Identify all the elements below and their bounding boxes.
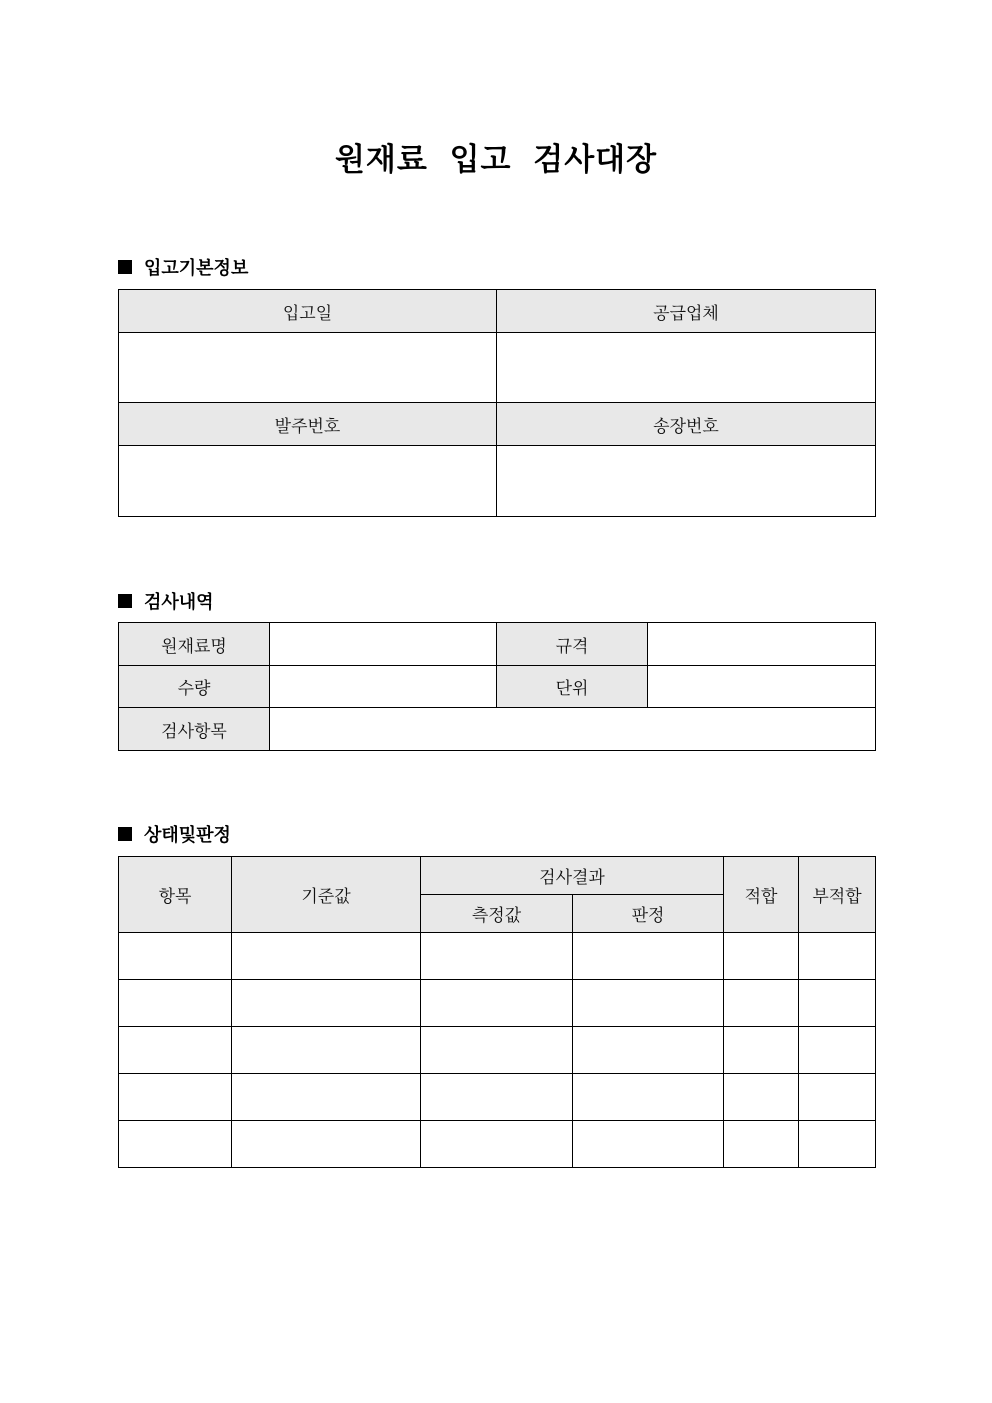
- section-heading-basic: [118, 254, 248, 280]
- inspection-items-label: 검사항목: [119, 708, 270, 751]
- material-name-label: 원재료명: [119, 623, 270, 666]
- unit-field[interactable]: [648, 666, 876, 708]
- standard-cell[interactable]: [232, 1027, 421, 1074]
- measured-cell[interactable]: [421, 980, 573, 1027]
- standard-cell[interactable]: [232, 1121, 421, 1168]
- standard-cell[interactable]: [232, 980, 421, 1027]
- received-date-field[interactable]: [119, 333, 497, 403]
- section-heading-inspection: [118, 588, 214, 614]
- judgement-cell[interactable]: [573, 1027, 724, 1074]
- inspection-items-field[interactable]: [270, 708, 876, 751]
- fail-cell[interactable]: [799, 1074, 876, 1121]
- item-cell[interactable]: [119, 980, 232, 1027]
- section-heading-status: [118, 821, 231, 847]
- table-row: [119, 980, 876, 1027]
- col-header-pass: 적합: [724, 857, 799, 933]
- col-header-result-group: 검사결과: [421, 857, 724, 895]
- pass-cell[interactable]: [724, 1074, 799, 1121]
- section-heading-status-label: 상태및판정: [144, 825, 231, 846]
- col-header-item: 항목: [119, 857, 232, 933]
- order-no-label: 발주번호: [119, 403, 497, 446]
- measured-cell[interactable]: [421, 1027, 573, 1074]
- table-row: [119, 1027, 876, 1074]
- quantity-field[interactable]: [270, 666, 497, 708]
- measured-cell[interactable]: [421, 1121, 573, 1168]
- standard-cell[interactable]: [232, 1074, 421, 1121]
- fail-cell[interactable]: [799, 933, 876, 980]
- judgement-cell[interactable]: [573, 933, 724, 980]
- supplier-field[interactable]: [497, 333, 876, 403]
- inspection-table: [118, 622, 876, 751]
- col-header-fail: 부적합: [799, 857, 876, 933]
- square-bullet-icon: [118, 260, 132, 274]
- invoice-no-field[interactable]: [497, 446, 876, 517]
- fail-cell[interactable]: [799, 1121, 876, 1168]
- item-cell[interactable]: [119, 933, 232, 980]
- spec-label: 규격: [497, 623, 648, 666]
- status-table: [118, 856, 876, 1168]
- item-cell[interactable]: [119, 1027, 232, 1074]
- supplier-label: 공급업체: [497, 290, 876, 333]
- pass-cell[interactable]: [724, 1027, 799, 1074]
- table-row: [119, 1074, 876, 1121]
- judgement-cell[interactable]: [573, 1121, 724, 1168]
- pass-cell[interactable]: [724, 980, 799, 1027]
- invoice-no-label: 송장번호: [497, 403, 876, 446]
- material-name-field[interactable]: [270, 623, 497, 666]
- measured-cell[interactable]: [421, 933, 573, 980]
- table-row: [119, 933, 876, 980]
- fail-cell[interactable]: [799, 980, 876, 1027]
- section-heading-inspection-label: 검사내역: [144, 592, 214, 613]
- item-cell[interactable]: [119, 1074, 232, 1121]
- col-header-judgement: 판정: [573, 895, 724, 933]
- judgement-cell[interactable]: [573, 1074, 724, 1121]
- judgement-cell[interactable]: [573, 980, 724, 1027]
- order-no-field[interactable]: [119, 446, 497, 517]
- table-row: [119, 1121, 876, 1168]
- item-cell[interactable]: [119, 1121, 232, 1168]
- col-header-standard: 기준값: [232, 857, 421, 933]
- col-header-measured: 측정값: [421, 895, 573, 933]
- spec-field[interactable]: [648, 623, 876, 666]
- received-date-label: 입고일: [119, 290, 497, 333]
- pass-cell[interactable]: [724, 1121, 799, 1168]
- square-bullet-icon: [118, 594, 132, 608]
- quantity-label: 수량: [119, 666, 270, 708]
- square-bullet-icon: [118, 827, 132, 841]
- page-title: 원재료 입고 검사대장: [334, 142, 658, 178]
- unit-label: 단위: [497, 666, 648, 708]
- fail-cell[interactable]: [799, 1027, 876, 1074]
- section-heading-basic-label: 입고기본정보: [144, 258, 249, 279]
- standard-cell[interactable]: [232, 933, 421, 980]
- measured-cell[interactable]: [421, 1074, 573, 1121]
- pass-cell[interactable]: [724, 933, 799, 980]
- basic-info-table: [118, 289, 876, 517]
